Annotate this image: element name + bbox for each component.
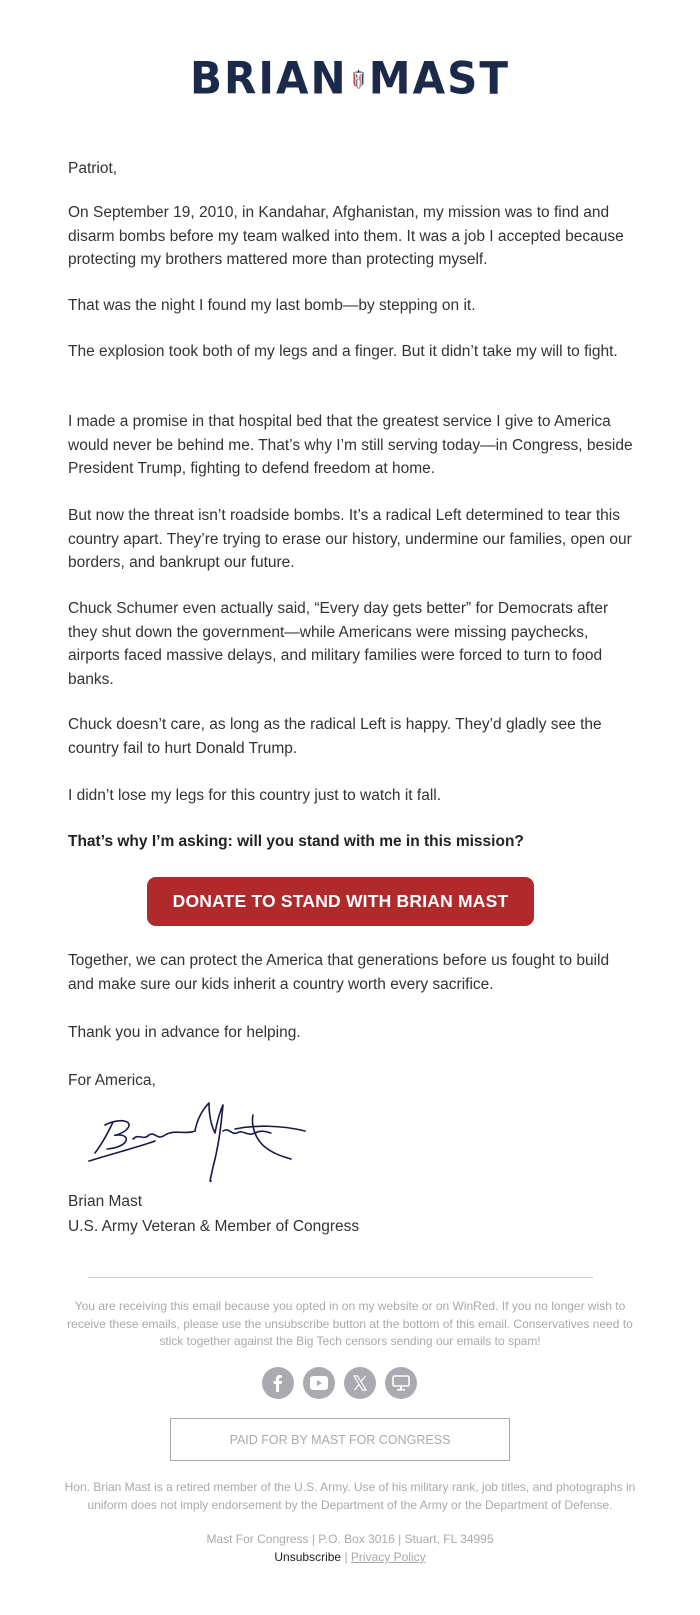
unsubscribe-link[interactable]: Unsubscribe (274, 1550, 342, 1564)
link-separator: | (344, 1550, 348, 1564)
donate-button[interactable]: DONATE TO STAND WITH BRIAN MAST (147, 877, 534, 926)
x-icon (352, 1375, 368, 1391)
monitor-icon (392, 1375, 410, 1391)
mailing-address: Mast For Congress | P.O. Box 3016 | Stuart, FL 34995 (206, 1532, 494, 1546)
closing: For America, (68, 1072, 156, 1089)
website-link[interactable] (385, 1367, 417, 1399)
paragraph-3: The explosion took both of my legs and a finger. But it didn’t take my will to fight. (68, 343, 618, 360)
x-link[interactable] (344, 1367, 376, 1399)
youtube-icon (310, 1376, 328, 1390)
privacy-policy-link[interactable]: Privacy Policy (350, 1550, 426, 1564)
signer-title: U.S. Army Veteran & Member of Congress (68, 1218, 360, 1235)
footer-links (0, 1549, 700, 1565)
facebook-icon (270, 1374, 286, 1392)
logo-text-mast: MAST (368, 52, 510, 105)
paragraph-6: Chuck Schumer even actually said, “Every day gets better” for Democrats after they shut down the government—while Americans were missing paychecks, airports faced massive delays, and military families were forced to turn to food banks. (68, 600, 609, 688)
paragraph-2: That was the night I found my last bomb—by stepping on it. (68, 297, 476, 314)
signature-image (85, 1095, 315, 1187)
greeting: Patriot, (68, 160, 118, 177)
footer-divider (88, 1277, 593, 1278)
signer-name: Brian Mast (68, 1193, 143, 1210)
paragraph-thanks: Thank you in advance for helping. (68, 1024, 301, 1041)
paid-for-disclaimer (170, 1418, 510, 1461)
paragraph-1: On September 19, 2010, in Kandahar, Afghanistan, my mission was to find and disarm bombs before my team walked into them. It was a job I accepted because protecting my brothers mattered more than protecting myself. (68, 204, 624, 268)
military-disclaimer: Hon. Brian Mast is a retired member of the U.S. Army. Use of his military rank, job titles, and photographs in uniform does not imply endorsement by the Department of the Army or the Department of Defense. (64, 1480, 636, 1512)
youtube-link[interactable] (303, 1367, 335, 1399)
brian-mast-logo (190, 30, 510, 128)
facebook-link[interactable] (262, 1367, 294, 1399)
donation-ask: That’s why I’m asking: will you stand with me in this mission? (68, 833, 524, 850)
paid-for-text: PAID FOR BY MAST FOR CONGRESS (229, 1432, 451, 1447)
paragraph-7: Chuck doesn’t care, as long as the radical Left is happy. They’d gladly see the country fail to hurt Donald Trump. (68, 716, 602, 757)
logo-text-brian: BRIAN (190, 52, 348, 105)
paragraph-4: I made a promise in that hospital bed that the greatest service I give to America would never be behind me. That’s why I’m still serving today—in Congress, beside President Trump, fighting to defend freedom at home. (68, 413, 633, 477)
paragraph-8: I didn’t lose my legs for this country just to watch it fall. (68, 787, 442, 804)
social-links (262, 1367, 417, 1399)
paragraph-together: Together, we can protect the America that generations before us fought to build and make sure our kids inherit a country worth every sacrifice. (68, 952, 610, 993)
optin-notice: You are receiving this email because you opted in on my website or on WinRed. If you no longer wish to receive these emails, please use the unsubscribe button at the bottom of this email. Conservatives need to stick together against the Big Tech censors sending our emails to spam! (67, 1299, 633, 1348)
salute-flag-emblem-icon (352, 30, 365, 128)
paragraph-5: But now the threat isn’t roadside bombs. It’s a radical Left determined to tear this country apart. They’re trying to erase our history, undermine our families, open our borders, and bankrupt our future. (68, 507, 632, 571)
